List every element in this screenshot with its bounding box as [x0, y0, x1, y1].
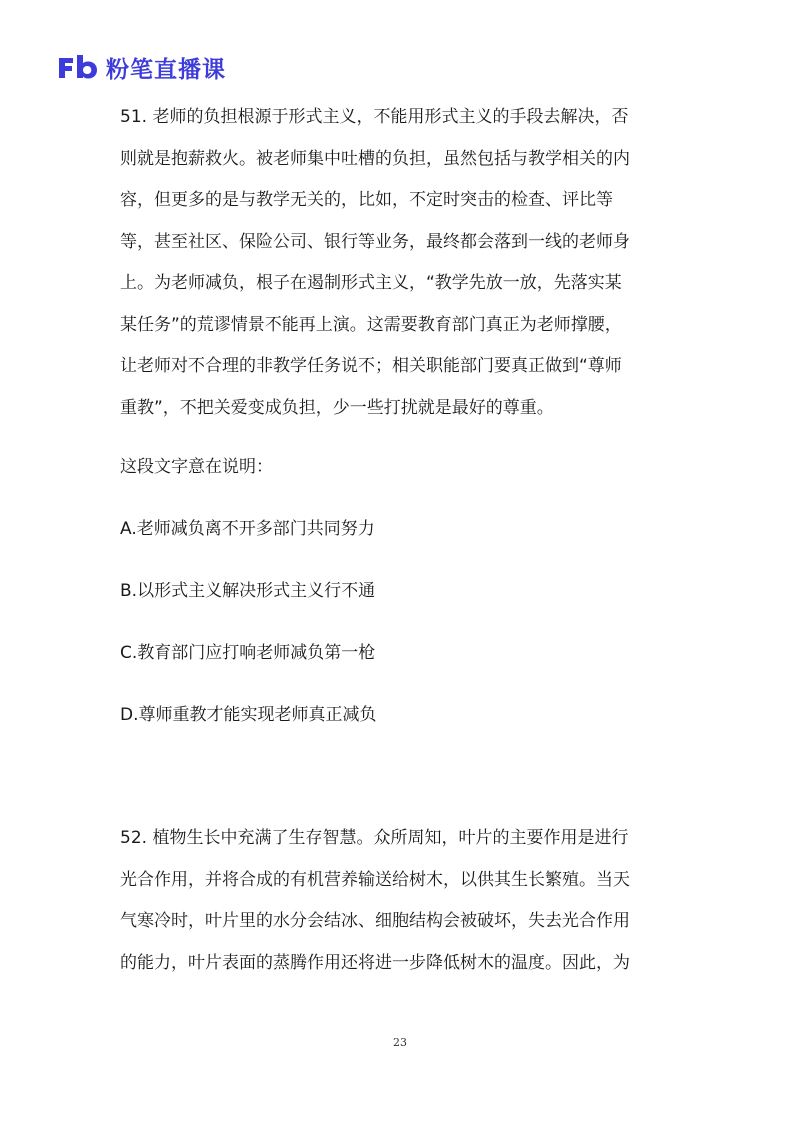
- question-52: [120, 818, 680, 984]
- page-number: 23: [393, 1036, 407, 1049]
- option-a: A.老师减负离不开多部门共同努力: [120, 519, 375, 539]
- q52-text-line: 的能力，叶片表面的蒸腾作用还将进一步降低树木的温度。因此，为: [120, 952, 630, 973]
- q51-text-line: 容，但更多的是与教学无关的，比如，不定时突击的检查、评比等: [120, 190, 613, 210]
- question-51: [120, 97, 680, 737]
- brand-name: 粉笔直播课: [106, 56, 226, 83]
- fenbi-logo-icon: [56, 52, 100, 82]
- q51-text-line: 51. 老师的负担根源于形式主义，不能用形式主义的手段去解决，否: [120, 107, 629, 127]
- question-prompt: 这段文字意在说明：: [120, 457, 273, 477]
- option-d: D.尊师重教才能实现老师真正减负: [120, 705, 377, 725]
- q51-text-line: 上。为老师减负，根子在遏制形式主义，“教学先放一放，先落实某: [120, 273, 622, 293]
- brand-header: [56, 50, 226, 84]
- option-c: C.教育部门应打响老师减负第一枪: [120, 643, 376, 663]
- q51-text-line: 某任务”的荒谬情景不能再上演。这需要教育部门真正为老师撑腰，: [120, 314, 622, 335]
- q51-text-line: 重教”，不把关爱变成负担，少一些打扰就是最好的尊重。: [120, 397, 554, 418]
- q52-text-line: 光合作用，并将合成的有机营养输送给树木，以供其生长繁殖。当天: [120, 869, 630, 890]
- q51-text-line: 让老师对不合理的非教学任务说不；相关职能部门要真正做到“尊师: [120, 356, 622, 376]
- q51-text-line: 等，甚至社区、保险公司、银行等业务，最终都会落到一线的老师身: [120, 231, 630, 252]
- q51-text-line: 则就是抱薪救火。被老师集中吐槽的负担，虽然包括与教学相关的内: [120, 148, 630, 169]
- q52-text-line: 52. 植物生长中充满了生存智慧。众所周知，叶片的主要作用是进行: [120, 828, 629, 848]
- q52-text-line: 气寒冷时，叶片里的水分会结冰、细胞结构会被破坏，失去光合作用: [120, 911, 630, 931]
- option-b: B.以形式主义解决形式主义行不通: [120, 581, 376, 601]
